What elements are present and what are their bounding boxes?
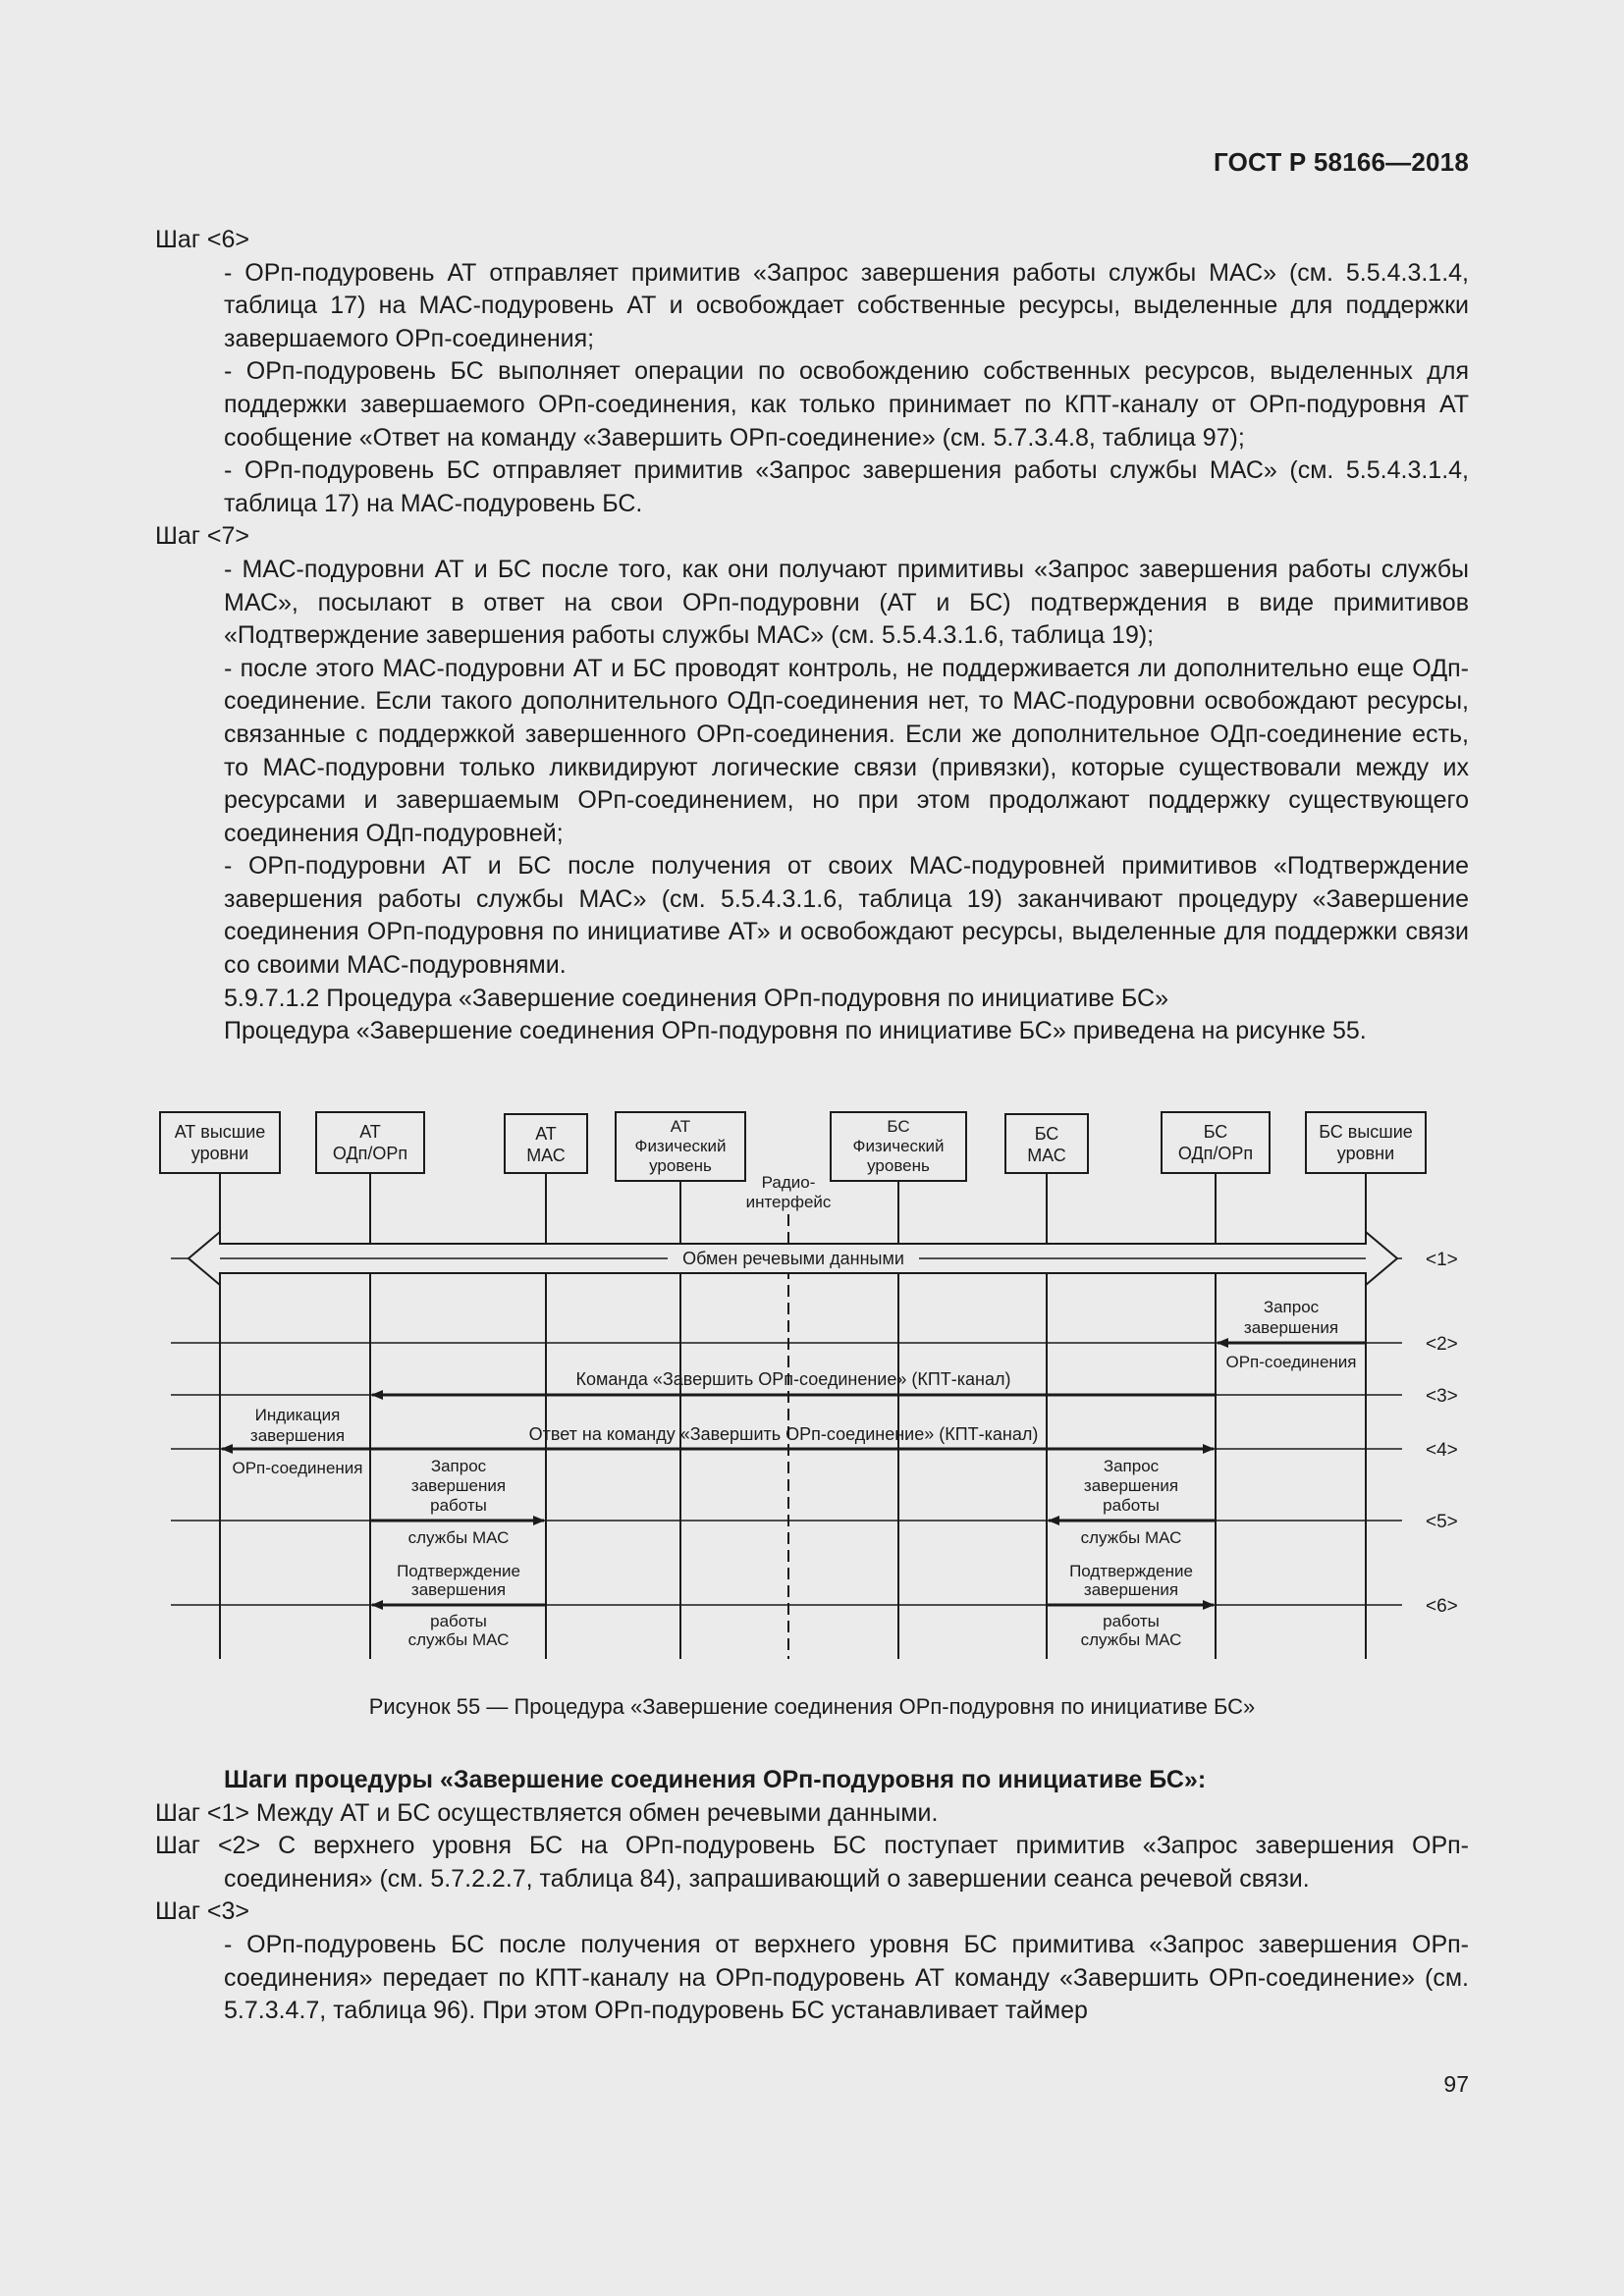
svg-text:МАС: МАС [526, 1146, 566, 1165]
svg-text:БС: БС [887, 1117, 910, 1136]
step-labels [1426, 1250, 1458, 1617]
svg-text:уровень: уровень [649, 1156, 712, 1175]
section-intro: Процедура «Завершение соединения ОРп-подуровня по инициативе БС» приведена на рисунке 55. [224, 1017, 1367, 1045]
step-6-item-1: - ОРп-подуровень АТ отправляет примитив «Запрос завершения работы службы МАС» (см. 5.5.4.3.1.4, таблица 17) на МАС-подуровень АТ и освобождает собственные ресурсы, выделенные для поддержки завершаемого ОРп-соединения; [224, 258, 1469, 352]
msg-release-command [372, 1369, 1216, 1395]
svg-text:Радио-: Радио- [761, 1173, 816, 1192]
entity-bs-odp-orp [1162, 1112, 1270, 1173]
entity-at-upper [160, 1112, 280, 1173]
step-7-item-1: - МАС-подуровни АТ и БС после того, как они получают примитивы «Запрос завершения работы службы МАС», посылают в ответ на свои ОРп-подуровни (АТ и БС) подтверждения в виде примитивов «Подтверждение завершения работы службы МАС» (см. 5.5.4.3.1.6, таблица 19); [224, 555, 1469, 650]
svg-text:завершения: завершения [1083, 1580, 1179, 1599]
page-number: 97 [1443, 2071, 1469, 2097]
svg-text:завершения: завершения [1243, 1318, 1339, 1337]
svg-text:Физический: Физический [852, 1137, 945, 1155]
svg-text:АТ: АТ [359, 1122, 381, 1142]
step-6-label: Шаг <6> [155, 226, 249, 253]
svg-text:уровни: уровни [190, 1144, 249, 1163]
svg-text:АТ: АТ [670, 1117, 691, 1136]
document-header: ГОСТ Р 58166—2018 [1214, 147, 1469, 177]
svg-text:Запрос: Запрос [1103, 1457, 1160, 1475]
procedure-steps [155, 1764, 1469, 2028]
svg-text:службы МАС: службы МАС [1080, 1528, 1182, 1547]
section-title: 5.9.7.1.2 Процедура «Завершение соединения ОРп-подуровня по инициативе БС» [224, 984, 1168, 1012]
svg-text:работы: работы [430, 1496, 487, 1515]
step-label-3: <3> [1426, 1386, 1458, 1407]
step-7-item-2: - после этого МАС-подуровни АТ и БС проводят контроль, не поддерживается ли дополнительно еще ОДп-соединение. Если такого дополнительного ОДп-соединения нет, то МАС-подуровни освобождают ресурсы, связанные с поддержкой завершенного ОРп-соединения. Если же дополнительное ОДп-соединение есть, то МАС-подуровни только ликвидируют логические связи (привязки), которые существовали между их ресурсами и завершаемым ОРп-соединением, но при этом продолжают поддержку существующего соединения ОДп-подуровней; [224, 654, 1469, 847]
svg-text:интерфейс: интерфейс [745, 1193, 832, 1211]
svg-text:уровни: уровни [1336, 1144, 1395, 1163]
step-7-item-3: - ОРп-подуровни АТ и БС после получения от своих МАС-подуровней примитивов «Подтверждение завершения работы службы МАС» (см. 5.5.4.3.1.6, таблица 19) заканчивают процедуру «Завершение соединения ОРп-подуровня по инициативе АТ» и освобождают ресурсы, выделенные для поддержки связи со своими МАС-подуровнями. [224, 852, 1469, 980]
svg-text:работы: работы [430, 1612, 487, 1630]
svg-text:завершения: завершения [410, 1476, 507, 1495]
figure-caption: Рисунок 55 — Процедура «Завершение соединения ОРп-подуровня по инициативе БС» [368, 1694, 1256, 1719]
svg-text:завершения: завершения [410, 1580, 507, 1599]
svg-text:завершения: завершения [1083, 1476, 1179, 1495]
svg-text:Запрос: Запрос [430, 1457, 487, 1475]
svg-text:работы: работы [1103, 1496, 1160, 1515]
entity-bs-upper [1306, 1112, 1426, 1173]
svg-text:Запрос: Запрос [1263, 1298, 1320, 1316]
svg-text:БС: БС [1203, 1122, 1228, 1142]
entity-at-odp-orp [316, 1112, 424, 1173]
svg-text:МАС: МАС [1027, 1146, 1066, 1165]
svg-text:Физический: Физический [634, 1137, 727, 1155]
entity-bs-phy [831, 1112, 966, 1181]
svg-text:службы МАС: службы МАС [407, 1528, 510, 1547]
procedure-step-1: Шаг <1> Между АТ и БС осуществляется обмен речевыми данными. [155, 1798, 939, 1827]
svg-text:ОРп-соединения: ОРп-соединения [232, 1459, 363, 1477]
procedure-step-2: Шаг <2> С верхнего уровня БС на ОРп-подуровень БС поступает примитив «Запрос завершения ОРп-соединения» (см. 5.7.2.2.7, таблица 84), запрашивающий о завершении сеанса речевой связи. [155, 1832, 1469, 1893]
svg-text:службы МАС: службы МАС [407, 1630, 510, 1649]
svg-text:ОДп/ОРп: ОДп/ОРп [1177, 1144, 1254, 1163]
procedure-step-3-label: Шаг <3> [155, 1897, 249, 1926]
entity-at-mac [505, 1114, 587, 1173]
step-label-6: <6> [1426, 1596, 1458, 1617]
svg-text:ОДп/ОРп: ОДп/ОРп [332, 1144, 408, 1163]
svg-text:БС высшие: БС высшие [1319, 1122, 1413, 1142]
entity-bs-mac [1005, 1114, 1088, 1173]
step-label-4: <4> [1426, 1440, 1458, 1461]
svg-text:Подтверждение: Подтверждение [397, 1562, 520, 1580]
svg-text:завершения: завершения [249, 1426, 346, 1445]
step-label-2: <2> [1426, 1334, 1458, 1355]
svg-text:Подтверждение: Подтверждение [1069, 1562, 1193, 1580]
sequence-diagram [155, 1104, 1469, 1664]
procedure-heading: Шаги процедуры «Завершение соединения ОРп-подуровня по инициативе БС»: [224, 1766, 1207, 1793]
step-6-item-3: - ОРп-подуровень БС отправляет примитив «Запрос завершения работы службы МАС» (см. 5.5.4.3.1.4, таблица 17) на МАС-подуровень БС. [224, 456, 1469, 517]
svg-text:АТ высшие: АТ высшие [174, 1122, 266, 1142]
svg-text:Индикация: Индикация [254, 1406, 341, 1424]
procedure-step-3-item: - ОРп-подуровень БС после получения от верхнего уровня БС примитива «Запрос завершения ОРп-соединения» передает по КПТ-каналу на ОРп-подуровень АТ команду «Завершить ОРп-соединение» (см. 5.7.3.4.7, таблица 96). При этом ОРп-подуровень БС устанавливает таймер [224, 1930, 1469, 2025]
svg-text:ОРп-соединения: ОРп-соединения [1225, 1353, 1357, 1371]
svg-text:службы МАС: службы МАС [1080, 1630, 1182, 1649]
entity-at-phy [616, 1112, 745, 1181]
step-label-1: <1> [1426, 1250, 1458, 1270]
svg-text:Команда «Завершить ОРп-соедине: Команда «Завершить ОРп-соединение» (КПТ-канал) [575, 1369, 1011, 1389]
radio-interface-label [746, 1173, 832, 1211]
svg-text:уровень: уровень [867, 1156, 930, 1175]
svg-text:работы: работы [1103, 1612, 1160, 1630]
step-7-label: Шаг <7> [155, 522, 249, 551]
step-label-5: <5> [1426, 1512, 1458, 1532]
svg-text:Ответ на команду «Завершить ОР: Ответ на команду «Завершить ОРп-соединение» (КПТ-канал) [528, 1424, 1039, 1444]
msg-mac-release-request [370, 1457, 1216, 1547]
svg-text:АТ: АТ [535, 1124, 557, 1144]
svg-text:Обмен речевыми данными: Обмен речевыми данными [682, 1249, 904, 1268]
svg-text:БС: БС [1034, 1124, 1059, 1144]
step-6-item-2: - ОРп-подуровень БС выполняет операции по освобождению собственных ресурсов, выделенных для поддержки завершаемого ОРп-соединения, как только принимает по КПТ-каналу от ОРп-подуровня АТ сообщение «Ответ на команду «Завершить ОРп-соединение» (см. 5.7.3.4.8, таблица 97); [224, 357, 1469, 452]
msg-release-request-bs [1218, 1298, 1366, 1371]
body-text [155, 224, 1469, 1048]
